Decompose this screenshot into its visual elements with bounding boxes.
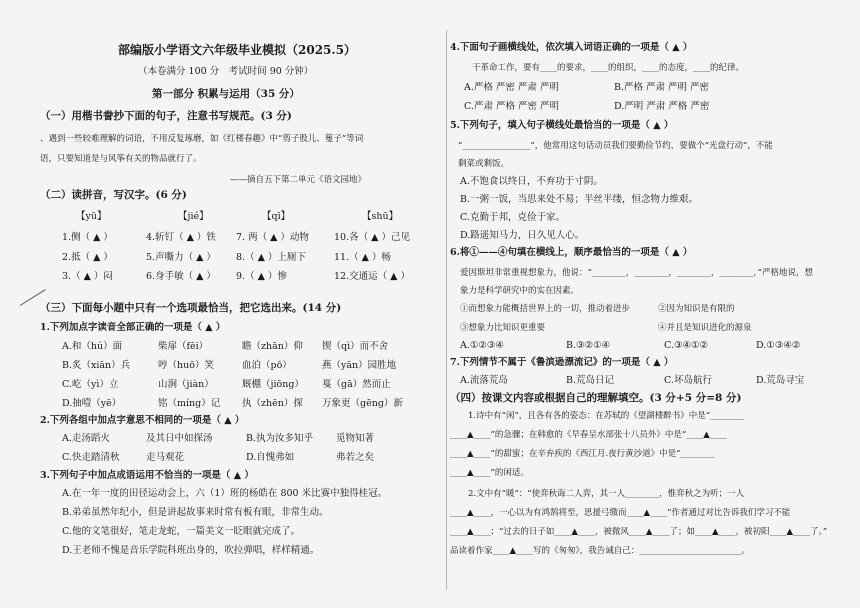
q1-stem: 1.下列加点字读音全部正确的一项是（ ▲ ） [40,322,226,333]
blank-item: 5.声嘶力（ ▲ ） [146,252,216,263]
q1-option: 执（zhēn）探 [242,398,303,409]
q7-option: C.坏岛航行 [664,375,712,386]
pinyin-jie: 【jié】 [178,211,209,222]
sec4-q2-line: 2.文中有“暖”：“使弈秋诲二人弈，其一人________，惟弈秋之为听；一人 [468,489,745,499]
sec1-heading: （一）用楷书誊抄下面的句子，注意书写规范。(3 分) [40,110,292,122]
blank-item: 9.（ ▲ ）惨 [236,271,287,282]
sec4-q2-line: 品读着作家____▲____写的《匆匆》，我告诫自己：________________________。 [450,546,750,556]
q2-option: C.快走踏清秋 [62,452,120,463]
exam-subtitle: （本卷满分 100 分 考试时间 90 分钟） [138,66,314,77]
q5-option-d: D.路遥知马力，日久见人心。 [460,230,585,241]
q1-option: D.抽噎（yē） [62,398,122,409]
q5-line2: 剩菜或剩饭。 [458,159,510,169]
q4-stem: 4.下面句子画横线处，依次填入词语正确的一项是（ ▲ ） [450,42,693,53]
q2-stem: 2.下列各组中加点字意思不相同的一项是（ ▲ ） [40,415,245,426]
q4-option: C.严肃 严格 严密 严明 [464,101,560,112]
q6-option: B.③②①④ [566,340,611,351]
blank-item: 1.侧（ ▲ ） [62,232,113,243]
sec3-heading: （三）下面每小题中只有一个选项最恰当，把它选出来。(14 分) [40,302,342,314]
q1-option: 血泊（pō） [242,360,292,371]
q6-option: C.③④①② [664,340,709,351]
q1-option: 瞻（zhān）仰 [242,341,303,352]
sec4-q1-line: ____▲____”的急骤；在韩愈的《早春呈水部张十八员外》中是“____▲____ [450,430,727,440]
q3-stem: 3.下列句子中加点成语运用不恰当的一项是（ ▲ ） [40,470,254,481]
q5-option-c: C.克勤于邦，克俭于家。 [460,212,565,223]
q2-option: D.自愧弗如 [246,452,295,463]
blank-item: 12.交通运（ ▲ ） [334,271,410,282]
q7-option: A.流落荒岛 [460,375,508,386]
q1-option: C.屹（yì）立 [62,379,119,390]
copy-sentence-line1: 、遇到一些较难理解的词语，不用反复琢磨，如《红楼春趣》中“剪子股儿、篗子”等词 [40,134,364,144]
q4-sentence: 干革命工作，要有____的要求，____的组织，____的态度，____的纪律。 [472,63,745,73]
q1-option: 铭（míng）记 [158,398,221,409]
q2-option: B.执为汝多知乎 [246,433,314,444]
q5-option-b: B.一粥一饭，当思来处不易；半丝半缕，恒念物力维艰。 [460,194,699,205]
q1-option: B.炙（xiān）兵 [62,360,131,371]
q6-line2: 象力是科学研究中的实在因素。 [460,286,580,296]
q1-option: 万象更（gēng）新 [322,398,403,409]
q1-option: 柴扉（fēi） [158,341,209,352]
blank-item: 8.（ ▲ ）上厕下 [236,252,306,263]
q2-option: 弗若之矣 [336,452,375,463]
column-divider [446,30,447,590]
sec4-q2-line: ____▲____，一心以为有鸿鹄将至，思援弓缴而____▲____”作者通过对比告诉我们学习不能 [450,508,791,518]
q6-option: D.①③④② [756,340,801,351]
pinyin-qi: 【qī】 [262,211,291,222]
q7-stem: 7.下列情节不属于《鲁滨逊漂流记》的一项是（ ▲ ） [450,357,674,368]
pinyin-yu: 【yū】 [76,211,107,222]
blank-item: 11.（ ▲ ）畅 [334,252,391,263]
q1-option: 山涧（jiàn） [158,379,214,390]
q1-option: 厩棚（jiōng） [242,379,304,390]
blank-item: 3.（ ▲ ）闷 [62,271,113,282]
q1-option: 锲（qì）而不舍 [322,341,389,352]
sec2-heading: （二）读拼音，写汉字。(6 分) [40,189,187,201]
sec4-q1-line: 1.诗中有“闲”，且各有各的姿态：在苏轼的《望湖楼醉书》中是“________ [468,411,745,421]
q3-option-d: D.王老师不愧是音乐学院科班出身的，吹拉弹唱，样样精通。 [62,545,320,556]
q2-option: 走马观花 [146,452,185,463]
q6-line1: 爱因斯坦非常重视想象力，他说：“________，________，________，________，”严格地说，想 [460,268,813,278]
q7-option: B.荒岛日记 [566,375,615,386]
q1-option: A.和（hú）面 [62,341,123,352]
q2-option: 及其日中如探汤 [146,433,213,444]
blank-item: 6.身手敏（ ▲ ） [146,271,216,282]
q4-option: A.严格 严密 严肃 严明 [464,82,559,93]
copy-sentence-line2: 语，只要知道是与风筝有关的物品就行了。 [40,154,202,164]
q3-option-b: B.弟弟虽然年纪小，但是讲起故事来时常有板有眼，非常生动。 [62,507,329,518]
q6-item: ③想象力比知识更重要 [460,323,546,333]
q2-option: 觅物知著 [336,433,375,444]
q6-item: ①而想象力能概括世界上的一切，推动着进步 [460,304,631,314]
sec4-heading: （四）按课文内容或根据自己的理解填空。(3 分+5 分=8 分) [450,392,742,404]
q4-option: D.严明 严肃 严格 严密 [614,101,710,112]
blank-item: 7. 两（ ▲ ）动物 [236,232,309,243]
q3-option-a: A.在一年一度的田径运动会上，六（1）班的杨皓在 800 米比赛中独得桂冠。 [62,488,388,499]
q6-item: ④并且是知识进化的源泉 [658,323,752,333]
blank-item: 10.各（ ▲ ）己见 [334,232,410,243]
pinyin-shu: 【shū】 [362,211,399,222]
q1-option: 戛（gā）然而止 [322,379,391,390]
sec4-q1-line: ____▲____”的闲适。 [450,468,529,478]
q5-option-a: A.不饱食以终日，不弃功于寸阴。 [460,176,603,187]
q1-option: 哼（huō）笑 [158,360,214,371]
q2-option: A.走汤蹈火 [62,433,110,444]
q7-option: D.荒岛寻宝 [756,375,805,386]
q6-option: A.①②③④ [460,340,504,351]
blank-item: 2.抵（ ▲ ） [62,252,113,263]
copy-sentence-source: ——摘自五下第二单元《语文园地》 [230,175,367,185]
q6-stem: 6.将①——④句填在横线上，顺序最恰当的一项是（ ▲ ） [450,247,693,258]
q6-item: ②因为知识是有限的 [658,304,735,314]
blank-item: 4.斩钉（ ▲ ）铁 [146,232,216,243]
exam-title: 部编版小学语文六年级毕业模拟（2025.5） [118,43,356,57]
q5-stem: 5.下列句子，填入句子横线处最恰当的一项是（ ▲ ） [450,120,674,131]
q5-line1: “________________”，他常用这句话动员我们要勤俭节约，要做个“光盘行动”，不能 [458,141,773,151]
part1-heading: 第一部分 积累与运用（35 分） [152,88,300,100]
q3-option-c: C.他的文笔很好，笔走龙蛇，一篇美文一眨眼就完成了。 [62,526,300,537]
q4-option: B.严格 严肃 严明 严密 [614,82,710,93]
q1-option: 燕（yān）园胜地 [322,360,397,371]
sec4-q2-line: ____▲____；“过去的日子如____▲____，被微风____▲____了；如____▲____，被初阳____▲____了。” [450,527,828,537]
sec4-q1-line: ____▲____”的甜蜜；在辛弃疾的《西江月.夜行黄沙道》中是“________ [450,449,715,459]
